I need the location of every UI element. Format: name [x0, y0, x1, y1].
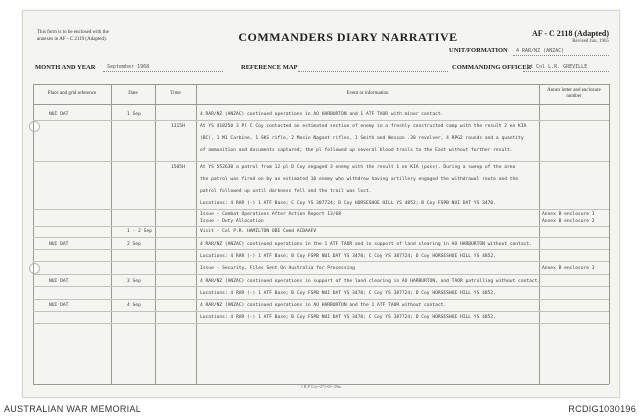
form-note-line-1: This form is to be enclosed with the [37, 30, 109, 35]
column-header-date: Date [128, 91, 138, 96]
unit-value: 4 RAR/NZ (ANZAC) [516, 48, 565, 54]
place-cell: NUI DAT [49, 242, 69, 247]
column-header-annex: Annex letter and enclosure number [547, 88, 601, 99]
event-cell: Locations: 4 RAR (-) 1 ATF Base; B Coy FSPB NUI DAT YS 3470; C Coy YS 387724; D Coy HORSESHOE HILL YS 4852. [200, 254, 496, 259]
annex-cell: Annex B enclosure 1 [542, 212, 595, 217]
column-divider [539, 84, 540, 384]
event-cell: 4 RAR/NZ (ANZAC) continued operations in support of the land clearing in AO HARBURTON, and TAOR patrolling without contact. [200, 279, 541, 284]
column-header-time: Time [170, 91, 181, 96]
event-cell: Issue - Security. Files Sent On Australia for Processing [200, 266, 355, 271]
form-note-line-2: annexes in AF - C 2119 (Adapted). [37, 37, 107, 42]
event-cell: Locations: 4 RAR (-) 1 ATF Base; C Coy YS 387724; D Coy HORSESHOE HILL YS 4852; B Coy FSPB NUI DAT YS 3470. [200, 201, 496, 206]
event-cell: At YS 418250 3 Pl C Coy contacted an estimated section of enemy in a freshly constructed camp with the result 2 en KIA [200, 124, 527, 129]
credit-institution: AUSTRALIAN WAR MEMORIAL [4, 404, 142, 414]
date-cell: 1 - 2 Sep [127, 229, 152, 234]
form-code: AF - C 2118 (Adapted) [531, 29, 609, 38]
row-rule [33, 237, 609, 238]
commanding-officer-value: Lt Col L.R. GREVILLE [527, 64, 588, 70]
row-rule [33, 226, 609, 227]
table-header-rule [33, 104, 609, 105]
event-cell: 4 RAR/NZ (ANZAC) continued operations in AO HARBURTON and 1 ATF TAOR with minor contact. [200, 112, 444, 117]
row-rule [33, 161, 609, 162]
diary-sheet [22, 10, 620, 398]
row-rule [33, 323, 609, 324]
unit-dotline [513, 55, 609, 56]
column-header-event: Event or information [346, 91, 389, 96]
row-rule [33, 209, 609, 210]
print-reference: 1 R.P Coy--271-65--29m [300, 384, 342, 389]
credit-record-id: RCDIG1030196 [568, 404, 636, 414]
time-cell: 1315H [171, 124, 185, 129]
column-divider [155, 84, 156, 384]
event-cell: patrol followed up until darkness fell and the trail was lost. [200, 189, 372, 194]
event-cell: of ammunition and documents captured; the pl followed up several blood trails to the East without further result. [200, 148, 513, 153]
annex-cell: Annex B enclosure 2 [542, 219, 595, 224]
event-cell: Visit - Col P.R. HAMILTON OBE Comd ACDAAFV [200, 229, 317, 234]
row-rule [33, 261, 609, 262]
column-divider [196, 84, 197, 384]
row-rule [33, 299, 609, 300]
date-cell: 2 Sep [127, 242, 141, 247]
officer-dotline [523, 71, 609, 72]
row-rule [33, 286, 609, 287]
punch-hole [29, 121, 40, 132]
event-cell: (BC), 1 M1 Carbine, 1 SKS rifle, 2 Mosin Nagant rifles, 1 Smith and Wesson .38 revolver, 4 RPG2 rounds and a quantity [200, 136, 524, 141]
date-cell: 3 Sep [127, 279, 141, 284]
event-cell: Issue - Duty Allocation [200, 219, 264, 224]
commanding-officer-label: COMMANDING OFFICER [452, 64, 532, 71]
table-left-border [33, 84, 34, 384]
place-cell: NUI DAT [49, 112, 69, 117]
punch-hole [29, 263, 40, 274]
reference-map-label: REFERENCE MAP [241, 64, 298, 71]
date-cell: 4 Sep [127, 303, 141, 308]
event-cell: the patrol was fired on by an estimated 10 enemy who withdrew having artillery engaged the withdrawal route and the [200, 177, 519, 182]
event-cell: Issue - Combat Operations After Action Report 13/68 [200, 212, 342, 217]
month-dotline [103, 71, 223, 72]
page-title: COMMANDERS DIARY NARRATIVE [238, 30, 458, 44]
row-rule [33, 311, 609, 312]
month-value: September 1968 [107, 64, 150, 70]
place-cell: NUI DAT [49, 279, 69, 284]
row-rule [33, 274, 609, 275]
event-cell: At YS 552630 a patrol from 12 pl D Coy engaged 3 enemy with the result 1 en KIA (poss). During a sweep of the area [200, 165, 516, 170]
unit-label: UNIT/FORMATION [449, 47, 508, 54]
event-cell: 4 RAR/NZ (ANZAC) continued operations in AO HARBURTON and the 1 ATF TAOR without contact. [200, 303, 447, 308]
reference-map-dotline [298, 71, 448, 72]
event-cell: Locations: 4 RAR (-) 1 ATF Base; B Coy FSPB NUI DAT YS 3470; C Coy YS 387724; D Coy HORSESHOE HILL YS 4852. [200, 291, 496, 296]
row-rule [33, 249, 609, 250]
month-label: MONTH AND YEAR [35, 64, 96, 71]
column-divider [111, 84, 112, 384]
row-rule [33, 120, 609, 121]
column-header-place: Place and grid reference [47, 91, 97, 96]
annex-cell: Annex B enclosure 3 [542, 266, 595, 271]
time-cell: 1505H [171, 165, 185, 170]
place-cell: NUI DAT [49, 303, 69, 308]
event-cell: 4 RAR/NZ (ANZAC) continued operations in the 1 ATF TAOR and in support of land clearing in AO HARBURTON without contact. [200, 242, 532, 247]
date-cell: 1 Sep [127, 112, 141, 117]
table-right-border [609, 84, 610, 384]
revised-date: Revised Jun, 1965 [572, 39, 609, 44]
event-cell: Locations: 4 RAR (-) 1 ATF Base; B Coy FSPB NUI DAT YS 3470; C Coy YS 387724; D Coy HORSESHOE HILL YS 4852. [200, 315, 496, 320]
